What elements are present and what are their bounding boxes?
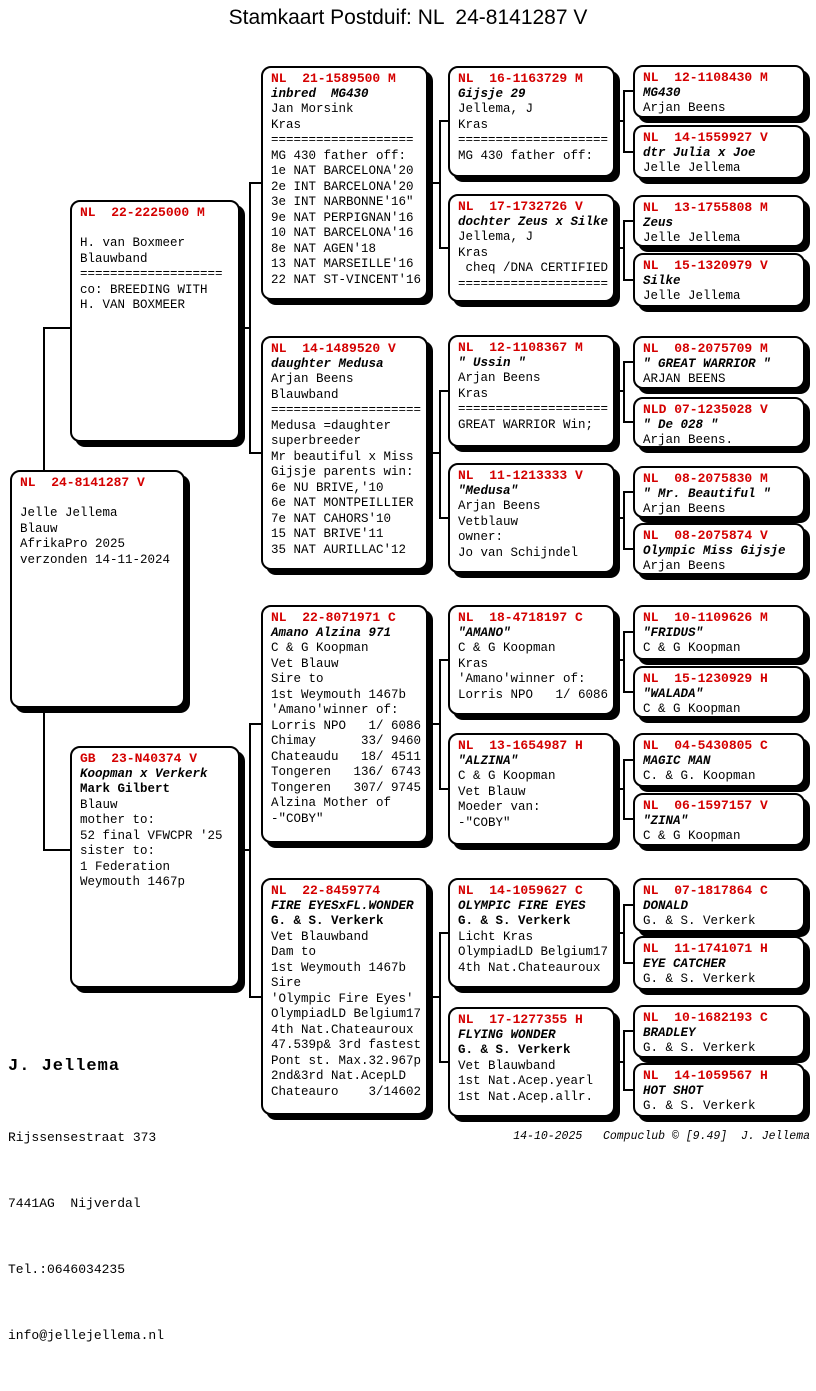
box-line: co: BREEDING WITH xyxy=(80,282,208,297)
pigeon-name: Silke xyxy=(643,273,681,288)
pigeon-name: " De 028 " xyxy=(643,417,719,432)
pigeon-name: "AMANO" xyxy=(458,625,511,640)
box-line: Kras xyxy=(458,117,489,132)
pigeon-name: MG430 xyxy=(643,85,681,100)
box-gg-grandparent-4 xyxy=(633,253,805,307)
box-line: 2nd&3rd Nat.AcepLD xyxy=(271,1069,407,1083)
box-line: GREAT WARRIOR Win; xyxy=(458,417,594,432)
pigeon-name: inbred MG430 xyxy=(271,86,369,101)
box-line: Weymouth 1467p xyxy=(80,875,186,889)
box-line: ARJAN BEENS xyxy=(643,372,726,386)
owner-email: info@jellejellema.nl xyxy=(8,1328,165,1343)
ring-number: NL 17-1277355 H xyxy=(458,1012,583,1027)
box-gg-grandparent-7 xyxy=(633,466,805,518)
pigeon-name: " GREAT WARRIOR " xyxy=(643,356,771,371)
box-line: G. & S. Verkerk xyxy=(271,914,384,928)
box-line: Jan Morsink xyxy=(271,102,354,116)
pigeon-name: Zeus xyxy=(643,215,674,230)
ring-number: NL 10-1109626 M xyxy=(643,610,768,625)
box-line: Pont st. Max.32.967p xyxy=(271,1053,422,1068)
ring-number: NL 21-1589500 M xyxy=(271,71,396,86)
box-line: Arjan Beens xyxy=(458,499,541,513)
box-line: =================== xyxy=(271,133,414,147)
box-line: Lorris NPO 1/ 6086 xyxy=(458,687,609,702)
box-line: superbreeder xyxy=(271,434,362,448)
box-line: ==================== xyxy=(458,402,609,416)
box-line: 'Amano'winner of: xyxy=(458,672,586,686)
box-gg-grandparent-12 xyxy=(633,793,805,846)
box-line: -"COBY" xyxy=(458,815,511,830)
box-line: 15 NAT BRIVE'11 xyxy=(271,527,384,541)
owner-contact-block xyxy=(8,1012,164,1391)
box-line: Arjan Beens. xyxy=(643,433,734,447)
pigeon-name: "FRIDUS" xyxy=(643,625,704,640)
box-line: Kras xyxy=(458,656,489,671)
box-line: G. & S. Verkerk xyxy=(643,1041,756,1055)
box-line: C & G Koopman xyxy=(643,702,741,716)
box-line: G. & S. Verkerk xyxy=(458,1043,571,1057)
pigeon-name: "WALADA" xyxy=(643,686,704,701)
box-line: 1st Weymouth 1467b xyxy=(271,687,407,702)
box-line: Jelle Jellema xyxy=(643,161,741,175)
box-line: mother to: xyxy=(80,813,156,827)
box-line: Mr beautiful x Miss xyxy=(271,449,414,464)
box-line: 9e NAT PERPIGNAN'16 xyxy=(271,210,414,225)
box-line: Sire to xyxy=(271,672,324,686)
box-great-grandparent-7 xyxy=(448,878,615,988)
box-grandparent-3 xyxy=(261,605,428,843)
ring-number: NL 22-8071971 C xyxy=(271,610,396,625)
pigeon-name: " Ussin " xyxy=(458,355,526,370)
box-line: C & G Koopman xyxy=(271,641,369,655)
box-line: 35 NAT AURILLAC'12 xyxy=(271,542,407,557)
box-line: Kras xyxy=(458,386,489,401)
box-great-grandparent-3 xyxy=(448,335,615,447)
box-line: Vet Blauw xyxy=(458,784,526,799)
ring-number: NL 08-2075874 V xyxy=(643,528,768,543)
ring-number: NL 12-1108367 M xyxy=(458,340,583,355)
ring-number: NL 04-5430805 C xyxy=(643,738,768,753)
page-title: Stamkaart Postduif: NL 24-8141287 V xyxy=(228,6,588,29)
box-line: Arjan Beens xyxy=(458,371,541,385)
box-line: 4th Nat.Chateauroux xyxy=(458,960,601,975)
box-line: C. & G. Koopman xyxy=(643,769,756,783)
box-line: Jellema, J xyxy=(458,230,534,244)
pigeon-name: Amano Alzina 971 xyxy=(271,625,392,640)
box-line: H. VAN BOXMEER xyxy=(80,298,186,312)
box-gg-grandparent-2 xyxy=(633,125,805,179)
owner-city: 7441AG Nijverdal xyxy=(8,1196,141,1211)
box-line: 7e NAT CAHORS'10 xyxy=(271,511,392,526)
box-father xyxy=(70,200,240,442)
box-line: Arjan Beens xyxy=(643,559,726,573)
box-line: 13 NAT MARSEILLE'16 xyxy=(271,257,414,271)
box-line: Arjan Beens xyxy=(271,372,354,386)
box-line: Vetblauw xyxy=(458,514,519,529)
pigeon-name: DONALD xyxy=(643,898,689,913)
ring-number: NL 14-1059627 C xyxy=(458,883,583,898)
box-gg-grandparent-16 xyxy=(633,1063,805,1117)
box-line: Blauwband xyxy=(271,387,339,402)
ring-number: NL 17-1732726 V xyxy=(458,199,583,214)
box-line: Jelle Jellema xyxy=(20,506,118,520)
box-line: H. van Boxmeer xyxy=(80,236,186,250)
box-grandparent-4 xyxy=(261,878,428,1115)
box-line: 1st Nat.Acep.allr. xyxy=(458,1089,594,1104)
box-line: Moeder van: xyxy=(458,800,541,814)
box-line: C & G Koopman xyxy=(643,641,741,655)
box-line: 2e INT BARCELONA'20 xyxy=(271,179,414,194)
pigeon-name: FLYING WONDER xyxy=(458,1027,556,1042)
pigeon-name: FIRE EYESxFL.WONDER xyxy=(271,898,414,913)
pigeon-name: dochter Zeus x Silke xyxy=(458,214,609,229)
ring-number: NL 15-1320979 V xyxy=(643,258,768,273)
box-line: cheq /DNA CERTIFIED xyxy=(458,261,609,275)
box-line: C & G Koopman xyxy=(643,829,741,843)
pigeon-name: EYE CATCHER xyxy=(643,956,726,971)
box-line: AfrikaPro 2025 xyxy=(20,537,126,551)
box-line: 'Amano'winner of: xyxy=(271,703,399,717)
pigeon-name: OLYMPIC FIRE EYES xyxy=(458,898,586,913)
box-line: Jo van Schijndel xyxy=(458,545,579,560)
box-line: 10 NAT BARCELONA'16 xyxy=(271,226,414,240)
box-line: Vet Blauw xyxy=(271,656,339,671)
box-line: Kras xyxy=(458,245,489,260)
box-line: Kras xyxy=(271,117,302,132)
box-line: ==================== xyxy=(458,133,609,147)
box-line: OlympiadLD Belgium17 xyxy=(458,945,609,959)
ring-number: NL 24-8141287 V xyxy=(20,475,145,490)
pigeon-name: dtr Julia x Joe xyxy=(643,145,756,160)
pigeon-name: Gijsje 29 xyxy=(458,86,526,101)
box-great-grandparent-5 xyxy=(448,605,615,715)
box-line: 47.539p& 3rd fastest xyxy=(271,1038,422,1052)
box-line: 4th Nat.Chateauroux xyxy=(271,1022,414,1037)
box-great-grandparent-2 xyxy=(448,194,615,302)
box-line: Blauw xyxy=(20,521,58,536)
box-line: OlympiadLD Belgium17 xyxy=(271,1007,422,1021)
ring-number: NL 10-1682193 C xyxy=(643,1010,768,1025)
box-line: C & G Koopman xyxy=(458,769,556,783)
box-gg-grandparent-6 xyxy=(633,397,805,448)
pigeon-name: "ALZINA" xyxy=(458,753,519,768)
box-gg-grandparent-15 xyxy=(633,1005,805,1058)
box-line: G. & S. Verkerk xyxy=(458,914,571,928)
box-great-grandparent-4 xyxy=(448,463,615,573)
pigeon-name: " Mr. Beautiful " xyxy=(643,486,771,501)
box-subject xyxy=(10,470,185,708)
box-gg-grandparent-14 xyxy=(633,936,805,990)
box-grandparent-1 xyxy=(261,66,428,300)
box-line: 'Olympic Fire Eyes' xyxy=(271,991,414,1006)
pigeon-name xyxy=(20,491,181,507)
box-line: Jelle Jellema xyxy=(643,231,741,245)
ring-number: NL 16-1163729 M xyxy=(458,71,583,86)
box-line: 8e NAT AGEN'18 xyxy=(271,241,377,256)
box-line: Lorris NPO 1/ 6086 xyxy=(271,718,422,733)
box-gg-grandparent-9 xyxy=(633,605,805,660)
pigeon-name xyxy=(80,221,236,237)
box-great-grandparent-6 xyxy=(448,733,615,845)
box-line: 52 final VFWCPR '25 xyxy=(80,828,223,843)
box-line: Chateauro 3/14602 xyxy=(271,1084,422,1099)
box-line: Mark Gilbert xyxy=(80,782,171,796)
box-great-grandparent-8 xyxy=(448,1007,615,1117)
footer-credit: 14-10-2025 Compuclub © [9.49] J. Jellema xyxy=(513,1130,810,1143)
box-gg-grandparent-5 xyxy=(633,336,805,389)
box-line: Arjan Beens xyxy=(643,502,726,516)
box-line: ==================== xyxy=(271,403,422,417)
ring-number: NL 14-1489520 V xyxy=(271,341,396,356)
box-line: 1st Weymouth 1467b xyxy=(271,960,407,975)
box-line: Blauw xyxy=(80,797,118,812)
box-line: G. & S. Verkerk xyxy=(643,914,756,928)
box-line: Chateaudu 18/ 4511 xyxy=(271,749,422,764)
ring-number: NL 11-1213333 V xyxy=(458,468,583,483)
pigeon-name: "ZINA" xyxy=(643,813,689,828)
box-line: Licht Kras xyxy=(458,929,534,944)
pigeon-name: Olympic Miss Gijsje xyxy=(643,543,786,558)
box-line: Tongeren 136/ 6743 xyxy=(271,765,422,779)
box-gg-grandparent-8 xyxy=(633,523,805,575)
ring-number: NL 08-2075709 M xyxy=(643,341,768,356)
owner-name: J. Jellema xyxy=(8,1057,121,1076)
box-mother xyxy=(70,746,240,988)
ring-number: NL 15-1230929 H xyxy=(643,671,768,686)
box-gg-grandparent-10 xyxy=(633,666,805,718)
box-line: Medusa =daughter xyxy=(271,418,392,433)
ring-number: NL 13-1654987 H xyxy=(458,738,583,753)
box-line: 6e NU BRIVE,'10 xyxy=(271,480,384,495)
box-gg-grandparent-13 xyxy=(633,878,805,932)
box-line: G. & S. Verkerk xyxy=(643,972,756,986)
pigeon-name: MAGIC MAN xyxy=(643,753,711,768)
box-line: 6e NAT MONTPEILLIER xyxy=(271,496,414,510)
box-grandparent-2 xyxy=(261,336,428,570)
box-line: MG 430 father off: xyxy=(271,148,407,163)
box-line: Vet Blauwband xyxy=(271,929,369,944)
box-line: Gijsje parents win: xyxy=(271,465,414,479)
box-line: 1e NAT BARCELONA'20 xyxy=(271,164,414,178)
box-line: 3e INT NARBONNE'16" xyxy=(271,195,414,209)
box-gg-grandparent-11 xyxy=(633,733,805,787)
box-gg-grandparent-3 xyxy=(633,195,805,247)
box-line: Chimay 33/ 9460 xyxy=(271,734,422,748)
box-line: Alzina Mother of xyxy=(271,796,392,810)
ring-number: NL 14-1059567 H xyxy=(643,1068,768,1083)
box-line: Blauwband xyxy=(80,251,148,266)
box-line: 1st Nat.Acep.yearl xyxy=(458,1074,594,1088)
owner-street: Rijssensestraat 373 xyxy=(8,1130,157,1145)
ring-number: GB 23-N40374 V xyxy=(80,751,198,766)
pigeon-name: HOT SHOT xyxy=(643,1083,704,1098)
ring-number: NL 07-1817864 C xyxy=(643,883,768,898)
ring-number: NL 22-8459774 xyxy=(271,883,381,898)
box-line: Sire xyxy=(271,976,302,990)
ring-number: NL 13-1755808 M xyxy=(643,200,768,215)
box-line: G. & S. Verkerk xyxy=(643,1099,756,1113)
owner-phone: Tel.:0646034235 xyxy=(8,1262,126,1277)
ring-number: NL 14-1559927 V xyxy=(643,130,768,145)
box-line: Jellema, J xyxy=(458,102,534,116)
ring-number: NL 12-1108430 M xyxy=(643,70,768,85)
box-line: Dam to xyxy=(271,945,317,959)
box-line: -"COBY" xyxy=(271,811,324,826)
ring-number: NL 06-1597157 V xyxy=(643,798,768,813)
box-line: owner: xyxy=(458,530,504,544)
ring-number: NL 22-2225000 M xyxy=(80,205,205,220)
ring-number: NLD 07-1235028 V xyxy=(643,402,768,417)
box-line: Arjan Beens xyxy=(643,101,726,115)
box-line: 1 Federation xyxy=(80,859,171,874)
pigeon-name: "Medusa" xyxy=(458,483,519,498)
box-line: =================== xyxy=(80,267,223,281)
box-line: verzonden 14-11-2024 xyxy=(20,552,171,567)
box-line: Tongeren 307/ 9745 xyxy=(271,780,422,795)
ring-number: NL 08-2075830 M xyxy=(643,471,768,486)
pigeon-name: BRADLEY xyxy=(643,1025,696,1040)
pigeon-name: Koopman x Verkerk xyxy=(80,766,208,781)
box-line: 22 NAT ST-VINCENT'16 xyxy=(271,272,422,287)
box-line: MG 430 father off: xyxy=(458,148,594,163)
ring-number: NL 11-1741071 H xyxy=(643,941,768,956)
box-line: Jelle Jellema xyxy=(643,289,741,303)
box-great-grandparent-1 xyxy=(448,66,615,177)
box-line: C & G Koopman xyxy=(458,641,556,655)
box-line: Vet Blauwband xyxy=(458,1058,556,1073)
box-line: sister to: xyxy=(80,844,156,858)
pigeon-name: daughter Medusa xyxy=(271,356,384,371)
box-gg-grandparent-1 xyxy=(633,65,805,118)
box-line: ==================== xyxy=(458,276,609,291)
ring-number: NL 18-4718197 C xyxy=(458,610,583,625)
